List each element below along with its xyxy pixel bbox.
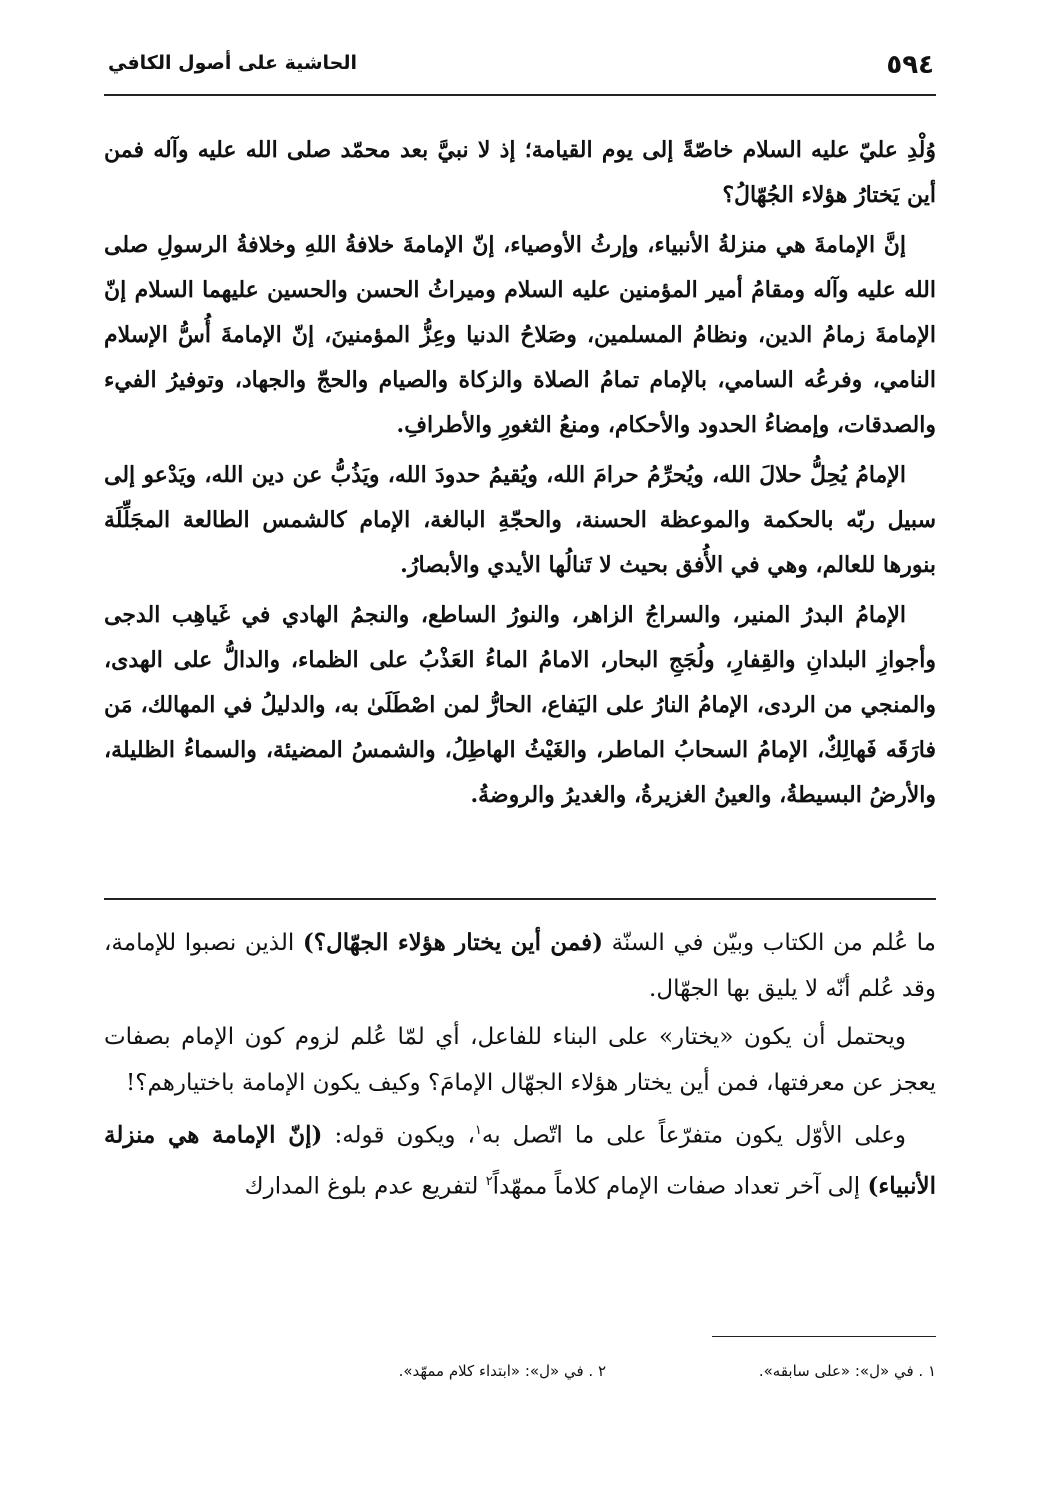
footnote-rule	[712, 1336, 936, 1337]
commentary-paragraph	[104, 920, 936, 1012]
commentary-text-run: الذين نصبوا للإمامة، وقد عُلم أنّه لا يليق بها الجهّال.	[104, 930, 936, 1002]
running-title: الحاشية على أصول الكافي	[108, 52, 358, 74]
hadith-text	[104, 128, 936, 823]
commentary-text-run: وعلى الأوّل يكون متفرّعاً على ما اتّصل به	[481, 1122, 906, 1149]
hadith-paragraph: الإمامُ يُحِلُّ حلالَ الله، ويُحرِّمُ حرامَ الله، ويُقيمُ حدودَ الله، ويَذُبُّ عن دين الله، ويَدْعو إلى سبيل ربّه بالحكمة والموعظة الحسنة، والحجّةِ البالغة، الإمام كالشمس الطالعة المجَلِّلَة بنورها للعالم، وهي في الأُفق بحيث لا تَنالُها الأيدي والأبصارُ.	[104, 462, 936, 578]
page-header	[108, 44, 934, 92]
footnote-2: ٢ . في «ل»: «ابتداء كلام ممهّد».	[398, 1362, 606, 1380]
footnote-ref[interactable]: ١	[474, 1123, 482, 1138]
page-number: ٥٩٤	[886, 50, 934, 80]
commentary-text-run: ، ويكون قوله:	[322, 1122, 475, 1149]
hadith-paragraph: الإمامُ البدرُ المنير، والسراجُ الزاهر، والنورُ الساطع، والنجمُ الهادي في غَياهِب الدجى وأجوازِ البلدانِ والقِفارِ، ولُجَجِ البحار، الامامُ الماءُ العَذْبُ على الظماء، والدالُّ على الهدى، والمنجي من الردى، الإمامُ النارُ على اليَفاع، الحارُّ لمن اصْطَلَىٰ به، والدليلُ في المهالك، مَن فارَقَه فَهالِكٌ، الإمامُ السحابُ الماطر، والغَيْثُ الهاطِلُ، والشمسُ المضيئة، والسماءُ الظليلة، والأرضُ البسيطةُ، والعينُ الغزيرةُ، والغديرُ والروضةُ.	[104, 602, 936, 808]
commentary-text-run: ما عُلم من الكتاب وبيّن في السنّة	[602, 930, 936, 956]
hadith-paragraph: إنَّ الإمامةَ هي منزلةُ الأنبياء، وإرثُ الأوصياء، إنّ الإمامةَ خلافةُ اللهِ وخلافةُ الرسولِ صلى الله عليه وآله ومقامُ أمير المؤمنين عليه السلام وميراثُ الحسن والحسين عليهما السلام إنّ الإمامةَ زمامُ الدين، ونظامُ المسلمين، وصَلاحُ الدنيا وعِزُّ المؤمنينَ، إنّ الإمامةَ أُسُّ الإسلام النامي، وفرعُه السامي، بالإمام تمامُ الصلاة والزكاة والصيام والحجّ والجهاد، وتوفيرُ الفيء والصدقات، وإمضاءُ الحدود والأحكام، ومنعُ الثغورِ والأطرافِ.	[104, 232, 937, 438]
commentary-text	[104, 920, 936, 1211]
footnote-1: ١ . في «ل»: «على سابقه».	[758, 1362, 936, 1380]
hadith-paragraph: وُلْدِ عليّ عليه السلام خاصّةً إلى يوم القيامة؛ إذ لا نبيَّ بعد محمّد صلى الله عليه وآله فمن أين يَختارُ هؤلاء الجُهّالُ؟	[104, 137, 936, 208]
commentary-text-run: إلى آخر تعداد صفات الإمام كلاماً ممهّداً	[492, 1173, 868, 1200]
commentary-paragraph	[104, 1108, 936, 1209]
quoted-phrase: (إنّ الإمامة هي منزلة الأنبياء)	[104, 1121, 936, 1200]
commentary-paragraph: ويحتمل أن يكون «يختار» على البناء للفاعل، أي لمّا عُلم لزوم كون الإمام بصفات يعجز عن معرفتها، فمن أين يختار هؤلاء الجهّال الإمامَ؟ وكيف يكون الإمامة باختيارهم؟!	[104, 1024, 936, 1096]
quoted-phrase: (فمن أين يختار هؤلاء الجهّال؟)	[302, 929, 603, 956]
footnotes	[104, 1352, 936, 1388]
commentary-text-run: لتفريع عدم بلوغ المدارك	[244, 1173, 486, 1200]
section-divider	[104, 898, 936, 900]
footnote-ref[interactable]: ٢	[485, 1173, 493, 1189]
header-rule	[104, 94, 936, 96]
